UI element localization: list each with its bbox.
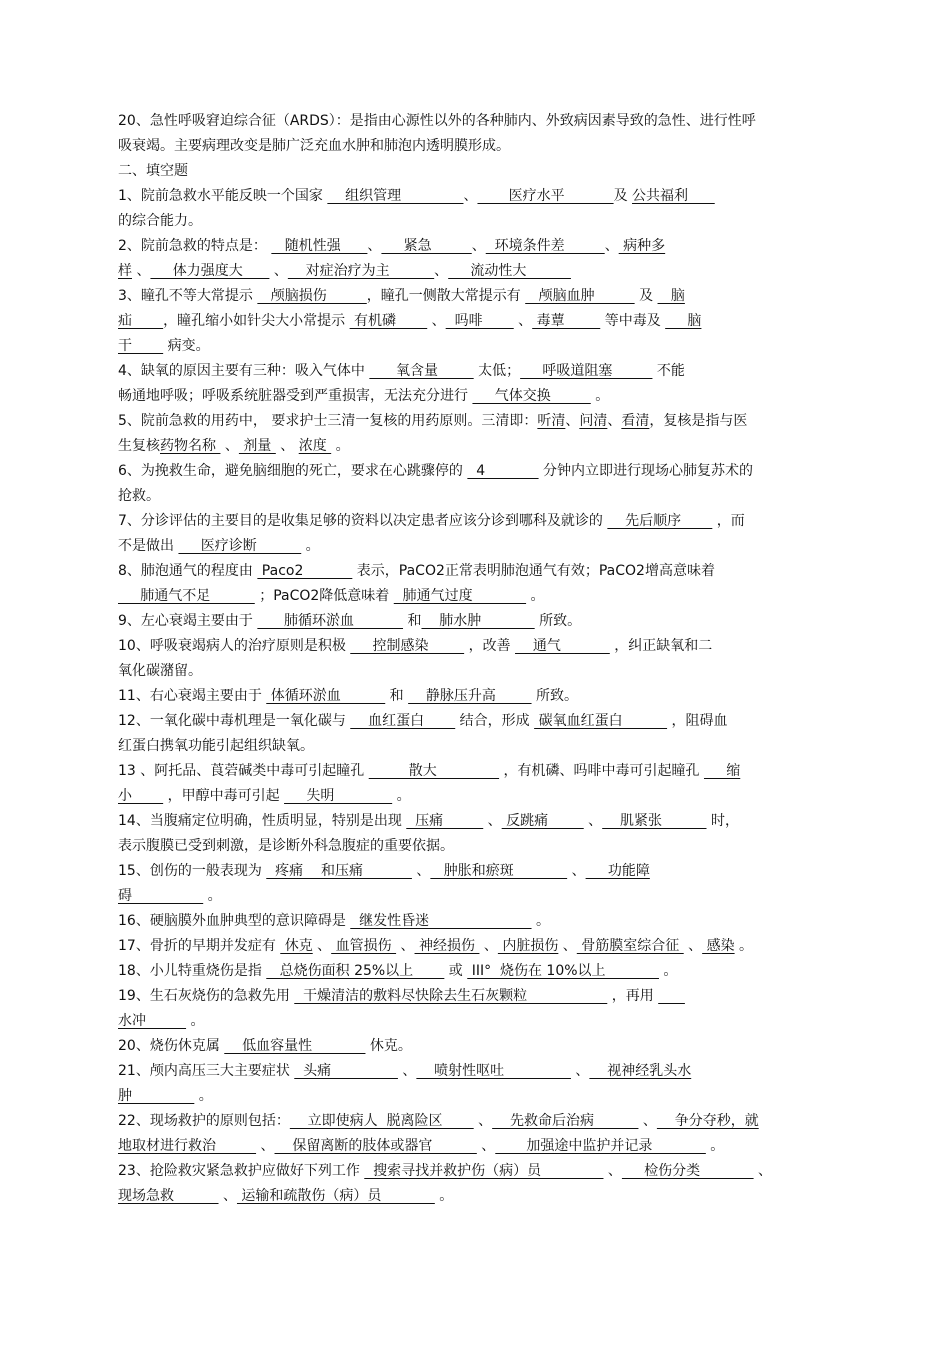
answer-blank: 搜索寻找并救护伤（病）员: [364, 1163, 604, 1179]
answer-blank: 病种多: [618, 238, 666, 254]
paragraph: [118, 409, 834, 459]
text-segment: 二、填空题: [118, 163, 188, 179]
text-segment: 结合，形成: [455, 713, 535, 729]
answer-blank: 颅脑损伤: [257, 288, 367, 304]
text-segment: 7、分诊评估的主要目的是收集足够的资料以决定患者应该分诊到哪科及就诊的: [118, 513, 608, 529]
paragraph: [118, 559, 834, 609]
paragraph: [118, 109, 834, 159]
answer-blank: 医疗诊断: [178, 537, 302, 554]
text-segment: 、: [558, 938, 577, 954]
text-segment: 病变。: [163, 337, 210, 354]
text-segment: 19、生石灰烧伤的急救先用: [118, 988, 295, 1004]
text-segment: 抢救。: [118, 487, 160, 504]
text-segment: 15、创伤的一般表现为: [118, 863, 267, 879]
answer-blank: 问清: [579, 413, 608, 429]
paragraph: [118, 634, 834, 684]
text-segment: 5、院前急救的用药中， 要求护士三清一复核的用药原则。三清即：: [118, 413, 538, 429]
text-line: [118, 759, 834, 784]
answer-blank: 神经损伤: [414, 938, 480, 954]
paragraph: [118, 609, 834, 634]
text-segment: ，阻碍血: [667, 713, 728, 729]
answer-blank: 呼吸道阻塞: [520, 363, 653, 379]
text-segment: 、: [471, 238, 486, 254]
text-line: [118, 859, 834, 884]
text-segment: 或: [444, 963, 468, 979]
text-line: [118, 434, 834, 459]
text-line: [118, 209, 834, 234]
answer-blank: III° 烧伤在 10%以上: [467, 963, 659, 979]
text-line: [118, 684, 834, 709]
text-line: [118, 1059, 834, 1084]
text-segment: 22、现场救护的原则包括：: [118, 1113, 290, 1129]
text-segment: 。: [203, 887, 222, 904]
answer-blank: 现场急救: [118, 1187, 219, 1204]
text-segment: 、: [132, 262, 151, 279]
text-segment: 1、院前急救水平能反映一个国家: [118, 188, 328, 204]
text-segment: 、: [427, 312, 446, 329]
answer-blank: 氧含量: [369, 363, 474, 379]
text-line: [118, 459, 834, 484]
text-segment: 、: [312, 938, 332, 954]
text-segment: 11、右心衰竭主要由于: [118, 688, 267, 704]
answer-blank: 先后顺序: [607, 513, 713, 529]
text-segment: 、: [275, 437, 299, 454]
answer-blank: 头痛: [294, 1063, 398, 1079]
text-line: [118, 1109, 834, 1134]
answer-blank: 散大: [368, 763, 500, 779]
answer-blank: 剂量: [238, 437, 276, 454]
text-line: [118, 1009, 834, 1034]
answer-blank: 随机性强: [271, 238, 368, 254]
answer-blank: 看清: [621, 413, 650, 429]
answer-blank: 医疗水平: [477, 188, 614, 204]
answer-blank: 视神经乳头水: [589, 1063, 692, 1079]
text-segment: 。: [301, 537, 320, 554]
text-segment: 8、肺泡通气的程度由: [118, 563, 258, 579]
answer-blank: 控制感染: [350, 638, 465, 654]
text-segment: 、: [607, 413, 622, 429]
answer-blank: 压痛: [406, 813, 484, 829]
answer-blank: 干: [118, 337, 164, 354]
text-segment: ，瞳孔缩小如针尖大小常提示: [163, 312, 350, 329]
text-line: [118, 959, 834, 984]
text-segment: 、: [567, 863, 586, 879]
answer-blank: 血红蛋白: [350, 713, 456, 729]
text-segment: 、: [479, 938, 498, 954]
text-segment: 3、瞳孔不等大常提示: [118, 288, 258, 304]
text-line: [118, 234, 834, 259]
text-line: [118, 1034, 834, 1059]
answer-blank: 肌紧张: [602, 813, 707, 829]
text-line: [118, 559, 834, 584]
answer-blank: [658, 988, 685, 1004]
answer-blank: 肺通气过度: [393, 587, 527, 604]
paragraph: [118, 159, 834, 184]
answer-blank: 吗啡: [445, 312, 514, 329]
paragraph: [118, 859, 834, 909]
paragraph: [118, 809, 834, 859]
text-line: [118, 534, 834, 559]
answer-blank: 继发性昏迷: [350, 913, 532, 929]
answer-blank: 水冲: [118, 1012, 187, 1029]
text-segment: 、: [583, 813, 603, 829]
text-segment: 14、当腹痛定位明确，性质明显，特别是出现: [118, 813, 407, 829]
text-segment: 的综合能力。: [118, 212, 202, 229]
text-segment: ，再用: [607, 988, 659, 1004]
text-line: [118, 1159, 834, 1184]
answer-blank: 肿: [118, 1087, 195, 1104]
answer-blank: 运输和疏散伤（病）员: [236, 1187, 435, 1204]
text-segment: 及: [613, 188, 633, 204]
text-segment: ，瞳孔一侧散大常提示有: [366, 288, 526, 304]
paragraph: [118, 1034, 834, 1059]
answer-blank: 对症治疗为主: [287, 262, 435, 279]
answer-blank: 疼痛 和压痛: [266, 863, 412, 879]
paragraph: [118, 1059, 834, 1109]
text-segment: 。: [734, 938, 754, 954]
answer-blank: 休克: [280, 938, 313, 954]
paragraph: [118, 1159, 834, 1209]
text-segment: 21、颅内高压三大主要症状: [118, 1063, 295, 1079]
text-segment: 、: [256, 1137, 275, 1154]
text-line: [118, 334, 834, 359]
text-segment: 、: [218, 1187, 237, 1204]
text-line: [118, 734, 834, 759]
answer-blank: 脑: [665, 312, 702, 329]
text-line: [118, 309, 834, 334]
answer-blank: 感染: [702, 938, 735, 954]
paragraph: [118, 284, 834, 358]
text-line: [118, 409, 834, 434]
text-line: [118, 809, 834, 834]
text-segment: ，而: [712, 513, 745, 529]
text-segment: 等中毒及: [600, 312, 666, 329]
answer-blank: 静脉压升高: [408, 688, 532, 704]
answer-blank: 内脏损伤: [497, 938, 559, 954]
text-segment: 畅通地呼吸；呼吸系统脏器受到严重损害，无法充分进行: [118, 387, 473, 404]
text-line: [118, 284, 834, 309]
answer-blank: 反跳痛: [501, 813, 584, 829]
answer-blank: 体力强度大: [150, 262, 270, 279]
text-segment: 。: [392, 787, 411, 804]
text-segment: 所致。: [531, 688, 578, 704]
text-segment: 、: [396, 938, 415, 954]
answer-blank: 喷射性呕吐: [416, 1063, 571, 1079]
answer-blank: 骨筋膜室综合征: [576, 938, 684, 954]
answer-blank: 功能障: [585, 863, 650, 879]
text-segment: 。: [186, 1012, 205, 1029]
text-line: [118, 659, 834, 684]
text-line: [118, 784, 834, 809]
answer-blank: 低血容量性: [224, 1038, 366, 1054]
text-segment: 、: [683, 938, 703, 954]
answer-blank: 疝: [118, 312, 164, 329]
text-segment: 、: [367, 238, 382, 254]
paragraph: [118, 234, 834, 284]
text-segment: 。: [194, 1087, 213, 1104]
text-segment: 、: [603, 1163, 622, 1179]
text-segment: 2、院前急救的特点是：: [118, 238, 272, 254]
text-line: [118, 1134, 834, 1159]
text-segment: ，改善: [464, 638, 516, 654]
text-segment: 、: [269, 262, 288, 279]
text-segment: 。: [531, 913, 550, 929]
text-segment: 18、小儿特重烧伤是指: [118, 963, 267, 979]
answer-blank: 脑: [657, 288, 685, 304]
text-line: [118, 159, 834, 184]
paragraph: [118, 509, 834, 559]
paragraph: [118, 909, 834, 934]
text-segment: 太低；: [473, 363, 521, 379]
text-segment: 不能: [652, 363, 685, 379]
text-line: [118, 259, 834, 284]
text-segment: 、: [604, 238, 619, 254]
text-segment: 、: [513, 312, 533, 329]
text-segment: 、: [473, 1113, 493, 1129]
text-segment: ，复核是指与医: [649, 413, 748, 429]
text-line: [118, 609, 834, 634]
text-segment: 红蛋白携氧功能引起组织缺氧。: [118, 737, 314, 754]
paragraph: [118, 959, 834, 984]
text-line: [118, 709, 834, 734]
text-segment: 。: [526, 587, 545, 604]
answer-blank: 通气: [515, 638, 610, 654]
text-segment: 表示腹膜已受到刺激，是诊断外科急腹症的重要依据。: [118, 837, 454, 854]
text-line: [118, 834, 834, 859]
text-segment: 6、为挽救生命，避免脑细胞的死亡，要求在心跳骤停的: [118, 463, 468, 479]
text-segment: 16、硬脑膜外血肿典型的意识障碍是: [118, 913, 351, 929]
text-segment: 分钟内立即进行现场心肺复苏术的: [538, 463, 754, 479]
answer-blank: 检伤分类: [621, 1163, 754, 1179]
text-segment: 和: [385, 688, 409, 704]
answer-blank: 药物名称: [160, 437, 221, 454]
text-segment: 生复核: [118, 437, 160, 454]
answer-blank: 颅脑血肿: [525, 288, 635, 304]
answer-blank: 失明: [284, 787, 393, 804]
text-segment: 不是做出: [118, 537, 179, 554]
answer-blank: 听清: [537, 413, 566, 429]
text-segment: 、: [753, 1163, 773, 1179]
paragraph: [118, 684, 834, 709]
paragraph: [118, 709, 834, 759]
text-line: [118, 184, 834, 209]
answer-blank: 碍: [118, 887, 204, 904]
text-segment: 、: [483, 813, 502, 829]
text-segment: 、: [463, 188, 478, 204]
answer-blank: 肺水肿: [421, 613, 535, 629]
answer-blank: 有机磷: [349, 312, 428, 329]
answer-blank: 环境条件差: [485, 238, 605, 254]
text-line: [118, 934, 834, 959]
answer-blank: 紧急: [381, 238, 472, 254]
answer-blank: 保留离断的肢体或器官: [274, 1137, 477, 1154]
text-line: [118, 584, 834, 609]
text-segment: 、: [411, 863, 431, 879]
text-segment: 吸衰竭。主要病理改变是肺广泛充血水肿和肺泡内透明膜形成。: [118, 137, 510, 154]
text-segment: 时，: [706, 813, 739, 829]
text-segment: 、: [565, 413, 580, 429]
text-segment: 、: [638, 1113, 657, 1129]
answer-blank: 肺通气不足: [118, 587, 255, 604]
answer-blank: 公共福利: [632, 188, 715, 204]
answer-blank: 流动性大: [448, 262, 571, 279]
answer-blank: 地取材进行救治: [118, 1137, 257, 1154]
answer-blank: 缩: [703, 763, 741, 779]
answer-blank: 4: [467, 463, 539, 479]
text-segment: 。: [434, 1187, 454, 1204]
answer-blank: 干燥清洁的敷料尽快除去生石灰颗粒: [294, 988, 608, 1004]
text-line: [118, 984, 834, 1009]
text-segment: 及: [634, 288, 658, 304]
answer-blank: 争分夺秒，就: [656, 1113, 759, 1129]
text-segment: ；PaCO2降低意味着: [254, 587, 394, 604]
text-line: [118, 109, 834, 134]
text-segment: 。: [590, 387, 610, 404]
text-segment: ，甲醇中毒可引起: [163, 787, 285, 804]
text-line: [118, 384, 834, 409]
text-line: [118, 1184, 834, 1209]
answer-blank: Paco2: [257, 563, 353, 579]
text-segment: 12、一氧化碳中毒机理是一氧化碳与: [118, 713, 351, 729]
text-segment: 。: [705, 1137, 725, 1154]
text-line: [118, 359, 834, 384]
paragraph: [118, 934, 834, 959]
answer-blank: 肺循环淤血: [257, 613, 404, 629]
text-segment: 所致。: [534, 613, 582, 629]
text-segment: 。: [331, 437, 350, 454]
paragraph: [118, 184, 834, 234]
text-segment: 20、烧伤休克属: [118, 1038, 225, 1054]
text-line: [118, 884, 834, 909]
text-segment: 10、呼吸衰竭病人的治疗原则是积极: [118, 638, 351, 654]
answer-blank: 小: [118, 787, 164, 804]
text-segment: 休克。: [365, 1038, 412, 1054]
text-segment: 、: [220, 437, 239, 454]
text-segment: 、: [434, 262, 449, 279]
text-segment: 4、缺氧的原因主要有三种：吸入气体中: [118, 363, 370, 379]
text-segment: 13 、阿托品、莨菪碱类中毒可引起瞳孔: [118, 763, 369, 779]
text-line: [118, 134, 834, 159]
text-segment: 、: [570, 1063, 590, 1079]
paragraph: [118, 1109, 834, 1159]
text-segment: 17、骨折的早期并发症有: [118, 938, 281, 954]
text-line: [118, 634, 834, 659]
answer-blank: 毒蕈: [532, 312, 601, 329]
answer-blank: 气体交换: [472, 387, 591, 404]
answer-blank: 先救命后治病: [492, 1113, 639, 1129]
answer-blank: 总烧伤面积 25%以上: [266, 963, 445, 979]
answer-blank: 加强途中监护并记录: [495, 1137, 706, 1154]
paragraph: [118, 359, 834, 409]
answer-blank: 样: [118, 262, 132, 279]
answer-blank: 血管损伤: [331, 938, 397, 954]
text-line: [118, 1084, 834, 1109]
answer-blank: 碳氧血红蛋白: [534, 713, 668, 729]
text-segment: 、: [476, 1137, 496, 1154]
text-segment: ，有机磷、吗啡中毒可引起瞳孔: [499, 763, 704, 779]
answer-blank: 体循环淤血: [266, 688, 386, 704]
text-segment: 。: [658, 963, 678, 979]
paragraph: [118, 459, 834, 509]
text-segment: ，纠正缺氧和二: [609, 638, 713, 654]
text-segment: 和: [403, 613, 422, 629]
answer-blank: 肿胀和瘀斑: [430, 863, 568, 879]
text-segment: 20、急性呼吸窘迫综合征（ARDS）：是指由心源性以外的各种肺内、外致病因素导致的急性、进行性呼: [118, 113, 756, 129]
text-line: [118, 509, 834, 534]
text-segment: 表示，PaCO2正常表明肺泡通气有效；PaCO2增高意味着: [352, 563, 715, 579]
text-segment: 23、抢险救灾紧急救护应做好下列工作: [118, 1163, 365, 1179]
paragraph: [118, 984, 834, 1034]
text-line: [118, 484, 834, 509]
answer-blank: 立即使病人 脱离险区: [289, 1113, 474, 1129]
answer-blank: 浓度: [298, 437, 332, 454]
text-segment: 9、左心衰竭主要由于: [118, 613, 258, 629]
answer-blank: 组织管理: [327, 188, 464, 204]
text-segment: 氧化碳潴留。: [118, 662, 202, 679]
text-line: [118, 909, 834, 934]
text-segment: 、: [397, 1063, 417, 1079]
paragraph: [118, 759, 834, 809]
